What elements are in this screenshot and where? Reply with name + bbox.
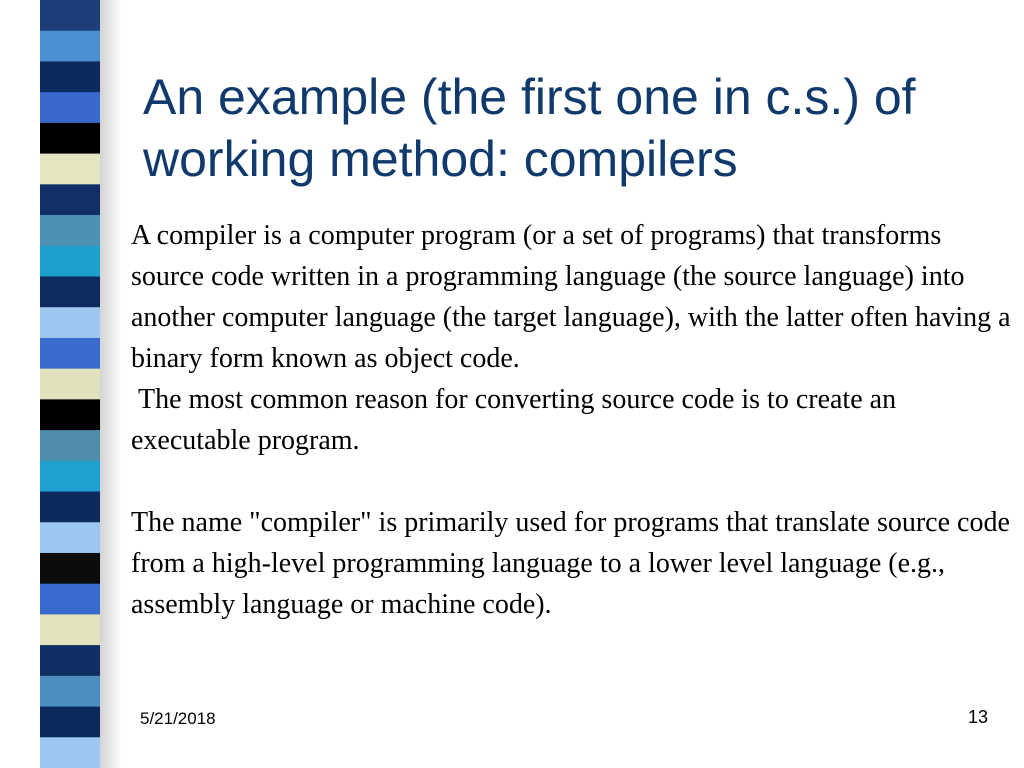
stripe-block: [40, 184, 100, 215]
stripe-block: [40, 123, 100, 154]
paragraph-gap: [131, 461, 1011, 502]
stripe-block: [40, 461, 100, 492]
stripe-block: [40, 154, 100, 185]
stripe-block: [40, 307, 100, 338]
stripe-block: [40, 338, 100, 369]
stripe-block: [40, 676, 100, 707]
stripe-block: [40, 430, 100, 461]
stripe-block: [40, 707, 100, 738]
stripe-block: [40, 0, 100, 31]
stripe-block: [40, 276, 100, 307]
decorative-stripe-bar: [40, 0, 100, 768]
stripe-block: [40, 215, 100, 246]
stripe-block: [40, 246, 100, 277]
stripe-block: [40, 645, 100, 676]
slide-title: An example (the first one in c.s.) of working method: compilers: [143, 69, 916, 187]
stripe-block: [40, 553, 100, 584]
body-paragraph-reason: The most common reason for converting source code is to create an executable program.: [131, 384, 897, 456]
footer-date: 5/21/2018: [140, 709, 216, 728]
slide-number: 13: [968, 707, 989, 727]
stripe-block: [40, 61, 100, 92]
stripe-block: [40, 492, 100, 523]
body-paragraph-name: The name "compiler" is primarily used for programs that translate source code from a high-level programming language to a lower level language (e.g., assembly language or machine code).: [131, 507, 1010, 620]
stripe-block: [40, 584, 100, 615]
stripe-block: [40, 31, 100, 62]
body-paragraph-definition: A compiler is a computer program (or a set of programs) that transforms source code written in a programming language (the source language) into another computer language (the target language), with the latter often having a binary form known as object code.: [131, 220, 1011, 374]
stripe-block: [40, 369, 100, 400]
stripe-block: [40, 399, 100, 430]
slide-edge-shadow: [100, 0, 122, 768]
slide-body: [131, 215, 1011, 625]
stripe-block: [40, 737, 100, 768]
stripe-block: [40, 522, 100, 553]
stripe-block: [40, 614, 100, 645]
stripe-block: [40, 92, 100, 123]
